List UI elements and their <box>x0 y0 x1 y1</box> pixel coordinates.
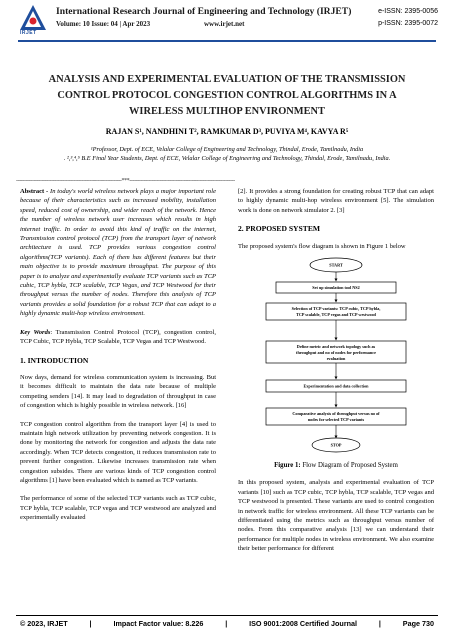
flow-step-comparative-label-2: nodes for selected TCP variants <box>307 417 365 423</box>
figure-caption-text: Flow Diagram of Proposed System <box>300 462 398 470</box>
figure-caption <box>238 461 434 470</box>
keywords <box>20 328 216 347</box>
flow-diagram <box>238 255 434 455</box>
page-footer <box>20 619 434 628</box>
section-heading-introduction: 1. INTRODUCTION <box>20 355 89 365</box>
right-paragraph-1: [2]. It provides a strong foundation for creating robust TCP that can adapt to highly dynamic multi-hop wireless environment [5]. The simulation work is done on network simulator 2. [3] <box>238 188 434 214</box>
flow-step-experimentation-label: Experimentation and data collection <box>303 383 369 389</box>
flow-step-select-label-1: Selection of TCP variants: TCP cubic, TCP hybla, <box>291 306 381 312</box>
intro-paragraph-1: Now days, demand for wireless communication system is increasing. But it becomes difficult to maintain the data rate because of multiple competing senders [14]. It may lead to degradation of throughput in case of congestion which is highly possible in wireless network. [16] <box>20 373 216 410</box>
footer-separator: | <box>89 619 92 628</box>
flow-start-label: START <box>329 262 343 268</box>
flow-step-select-label-2: TCP scalable, TCP vegas and TCP westwood <box>296 312 376 318</box>
author-affiliations <box>22 145 432 163</box>
header-rule <box>18 40 436 42</box>
abstract-text: In today's world wireless network plays a major important role because of their characteristics such as increased mobility, installation speed, reduced cost of ownership, and wider reach of the network. Hence the number of wireless network user increases which results in high internet traffic. In order to avoid this kind of traffic on the internet, Transmission control protocol (TCP) from the transport layer of network architecture is used. TCP provides various congestion control algorithms(TCP variants). Each of them has different features but their main objective is to provide maximum throughput. The purpose of this paper is to analyze and experimentally evaluate TCP variants such as TCP cubic, TCP hybla, TCP scalable, TCP Vegas, and TCP Westwood for their throughput versus the number of nodes. Therefore this analysis of TCP variants provides a solid foundation for a robust TCP that can adapt to a highly dynamic multi-hop wireless environment. <box>20 188 216 318</box>
flow-stop-label: STOP <box>330 442 342 448</box>
keywords-label: Key Words <box>20 328 51 336</box>
abstract-label: Abstract - <box>20 188 49 195</box>
volume-issue: Volume: 10 Issue: 04 | Apr 2023 <box>56 20 151 28</box>
footer-impact-factor: Impact Factor value: 8.226 <box>113 619 204 628</box>
footer-separator: | <box>225 619 228 628</box>
footer-separator: | <box>378 619 381 628</box>
flow-step-comparative-label-1: Comparative analysis of throughput versus no of <box>292 411 380 417</box>
flow-step-define-label-1: Define metric and network topology such as <box>296 344 376 350</box>
irjet-logo <box>18 4 48 36</box>
issn-block <box>378 6 438 30</box>
footer-iso: ISO 9001:2008 Certified Journal <box>249 619 357 628</box>
footer-page-number: Page 730 <box>402 619 434 628</box>
intro-paragraph-2: TCP congestion control algorithm from the transport layer [4] is used to maintain high network utilization by preventing network congestion. It is done by monitoring the network for congestion and adjusts the data rate accordingly. When TCP detects congestion, it reduces transmission rate to prevent further congestion. Likewise increases transmission rate when congestion subsides. There are various kinds of TCP congestion control algorithms [1] have been evaluated which is named as TCP variants. <box>20 420 216 484</box>
paper-title: ANALYSIS AND EXPERIMENTAL EVALUATION OF THE TRANSMISSION CONTROL PROTOCOL CONGESTION CONTROL ALGORITHMS IN A WIRELESS MULTIHOP ENVIRONMENT <box>48 74 406 117</box>
logo-emblem-icon <box>18 4 48 32</box>
figure-label: Figure 1: <box>274 462 301 470</box>
affiliation-2: . ²,³,⁴,⁵ B.E Final Year Students, Dept. of ECE, Velalar College of Engineering and Technology, Thindal, Erode, Tamilnadu, India. <box>63 155 391 163</box>
section-heading-proposed-system: 2. PROPOSED SYSTEM <box>238 224 321 234</box>
logo-text: IRJET <box>20 30 37 36</box>
intro-paragraph-3: The performance of some of the selected TCP variants such as TCP cubic, TCP hybla, TCP scalable, TCP vegas and TCP westwood are analyzed and experimentally evaluated <box>20 495 216 522</box>
footer-copyright: © 2023, IRJET <box>20 619 68 628</box>
pissn: p-ISSN: 2395-0072 <box>378 20 438 27</box>
flow-step-define-label-2: throughput and no of nodes for performance <box>296 350 376 356</box>
journal-meta <box>56 20 245 28</box>
left-column <box>20 187 216 532</box>
abstract <box>20 187 216 319</box>
eissn: e-ISSN: 2395-0056 <box>378 8 438 15</box>
journal-header <box>18 4 438 40</box>
journal-website[interactable]: www.irjet.net <box>204 20 245 28</box>
paper-authors: RAJAN S¹, NANDHINI T², RAMKUMAR D³, PUVIYA M⁴, KAVYA R⁵ <box>105 127 349 136</box>
right-column <box>238 187 434 563</box>
journal-title: International Research Journal of Engineering and Technology (IRJET) <box>56 6 352 17</box>
footer-rule <box>16 615 438 616</box>
keywords-text: : Transmission Control Protocol (TCP), congestion control, TCP Cubic, TCP Hybla, TCP Scalable, TCP Vegas and TCP Westwood. <box>20 328 216 346</box>
section-divider: ------------------------------------------------------------------***------------------------------------------------------------------ <box>16 178 235 184</box>
affiliation-1: ¹Professor, Dept. of ECE, Velalar College of Engineering and Technology, Thindal, Erode, Tamilnadu, India <box>90 146 364 153</box>
right-paragraph-3: In this proposed system, analysis and experimental evaluation of TCP variants [10] such as TCP cubic, TCP hybla, TCP scalable, TCP vegas and TCP westwood is presented. These variants are used to control congestion in network traffic for wireless environment. All these TCP variants can be differentiated using the metrics such as throughput versus number of nodes. From this comparative analysis [13] we can understand their performance for multiple nodes in wireless environment. We also examine their better performance for different <box>238 479 434 553</box>
flow-step-define-label-3: evaluation <box>326 356 346 362</box>
flow-step-setup-label: Set up simulation tool NS2 <box>312 285 360 291</box>
right-paragraph-2: The proposed system's flow diagram is shown in Figure 1 below <box>238 242 406 250</box>
